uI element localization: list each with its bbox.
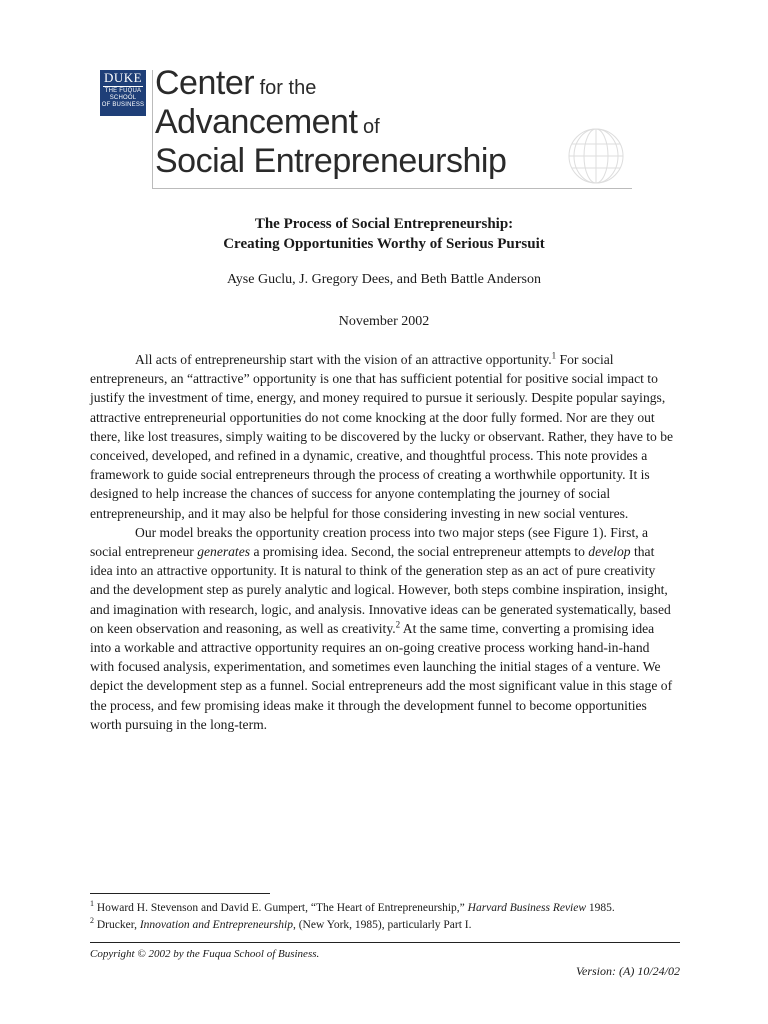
- center-name: [155, 66, 506, 178]
- document-date: November 2002: [338, 314, 430, 329]
- footnote-ref-2: 2: [395, 619, 401, 630]
- footnote-2-number: 2: [90, 916, 94, 926]
- footnote-1-journal: Harvard Business Review: [467, 902, 587, 914]
- center-line2-small: of: [357, 116, 380, 138]
- p2-text-b: a promising idea. Second, the social entrepreneur attempts to: [250, 544, 589, 560]
- p2-text-c: that idea into an attractive opportunity. It is natural to think of the generation step as an act of pure creativity and the development step as purely analytic and logical. However, both steps combine inspiration, insight, and imagination with research, logic, and analysis. Innovative ideas can be generated systematically, based on keen observation and reasoning, as well as creativity.: [90, 544, 671, 636]
- footnote-1-text-a: Howard H. Stevenson and David E. Gumpert, “The Heart of Entrepreneurship,”: [94, 902, 468, 914]
- body-text: [90, 350, 674, 734]
- p1-text-a: All acts of entrepreneurship start with the vision of an attractive opportunity.: [135, 352, 552, 367]
- paragraph-2: [90, 523, 674, 734]
- footnote-2: [90, 917, 690, 934]
- p2-emphasis-develop: develop: [588, 544, 631, 560]
- p2-text-a: Our model breaks the opportunity creation process into two major steps (see Figure 1). First, a social entrepreneur: [90, 524, 649, 560]
- copyright: Copyright © 2002 by the Fuqua School of Business.: [90, 948, 320, 960]
- logo-word: DUKE: [103, 70, 143, 85]
- footnote-1: [90, 900, 690, 917]
- header-bottom-rule: [152, 188, 632, 189]
- footnote-2-text-a: Drucker,: [94, 919, 140, 931]
- footnote-rule: [90, 893, 270, 894]
- version: Version: (A) 10/24/02: [576, 964, 680, 978]
- center-line3: Social Entrepreneurship: [155, 142, 507, 180]
- page-header: [100, 66, 640, 192]
- footnotes: [90, 900, 690, 934]
- footnote-1-text-b: 1985.: [586, 902, 615, 914]
- logo-sub-line2: SCHOOL: [109, 95, 137, 101]
- logo-sub-line3: OF BUSINESS: [101, 102, 145, 108]
- footnote-2-book: Innovation and Entrepreneurship: [139, 919, 293, 931]
- document-title-line1: The Process of Social Entrepreneurship:: [254, 216, 514, 232]
- duke-logo: [100, 70, 146, 116]
- center-line1-small: for the: [254, 77, 317, 99]
- footnote-1-number: 1: [90, 899, 94, 909]
- p2-text-d: At the same time, converting a promising idea into a workable and attractive opportunity requires an on-going creative process working hand-in-hand with focused analysis, experimentation, and sometimes even launching the initial stages of a venture. We depict the development step as a funnel. Social entrepreneurs add the most significant value in this stage of the process, and few promising ideas make it through the development funnel to become opportunities worth pursuing in the long-term.: [90, 620, 673, 732]
- footer-rule: [90, 942, 680, 943]
- document-title-line2: Creating Opportunities Worthy of Serious Pursuit: [223, 236, 545, 252]
- center-line1: Center: [155, 64, 255, 102]
- paragraph-1: [90, 350, 674, 523]
- p1-text-b: For social entrepreneurs, an “attractive” opportunity is one that has sufficient potential for positive social impact to justify the investment of time, energy, and money required to pursue it seriously. Despite popular sayings, attractive entrepreneurial opportunities do not come knocking at the door fully formed. Nor are they out there, like lost treasures, simply waiting to be discovered by the lucky or observant. Rather, they have to be conceived, developed, and refined in a dynamic, creative, and thoughtful process. This note provides a framework to guide social entrepreneurs through the process of creating a worthwhile opportunity. It is designed to help increase the chances of success for anyone contemplating the journey of social entrepreneurship, and it may also be helpful for those considering investing in new social ventures.: [90, 352, 674, 521]
- logo-sub-line1: THE FUQUA: [104, 88, 142, 94]
- footnote-ref-1: 1: [551, 350, 557, 361]
- footnote-2-text-b: , (New York, 1985), particularly Part I.: [292, 919, 472, 931]
- globe-icon: [566, 126, 626, 186]
- header-divider: [152, 70, 153, 188]
- authors: Ayse Guclu, J. Gregory Dees, and Beth Battle Anderson: [226, 272, 542, 287]
- center-line2: Advancement: [155, 103, 358, 141]
- p2-emphasis-generates: generates: [197, 544, 251, 560]
